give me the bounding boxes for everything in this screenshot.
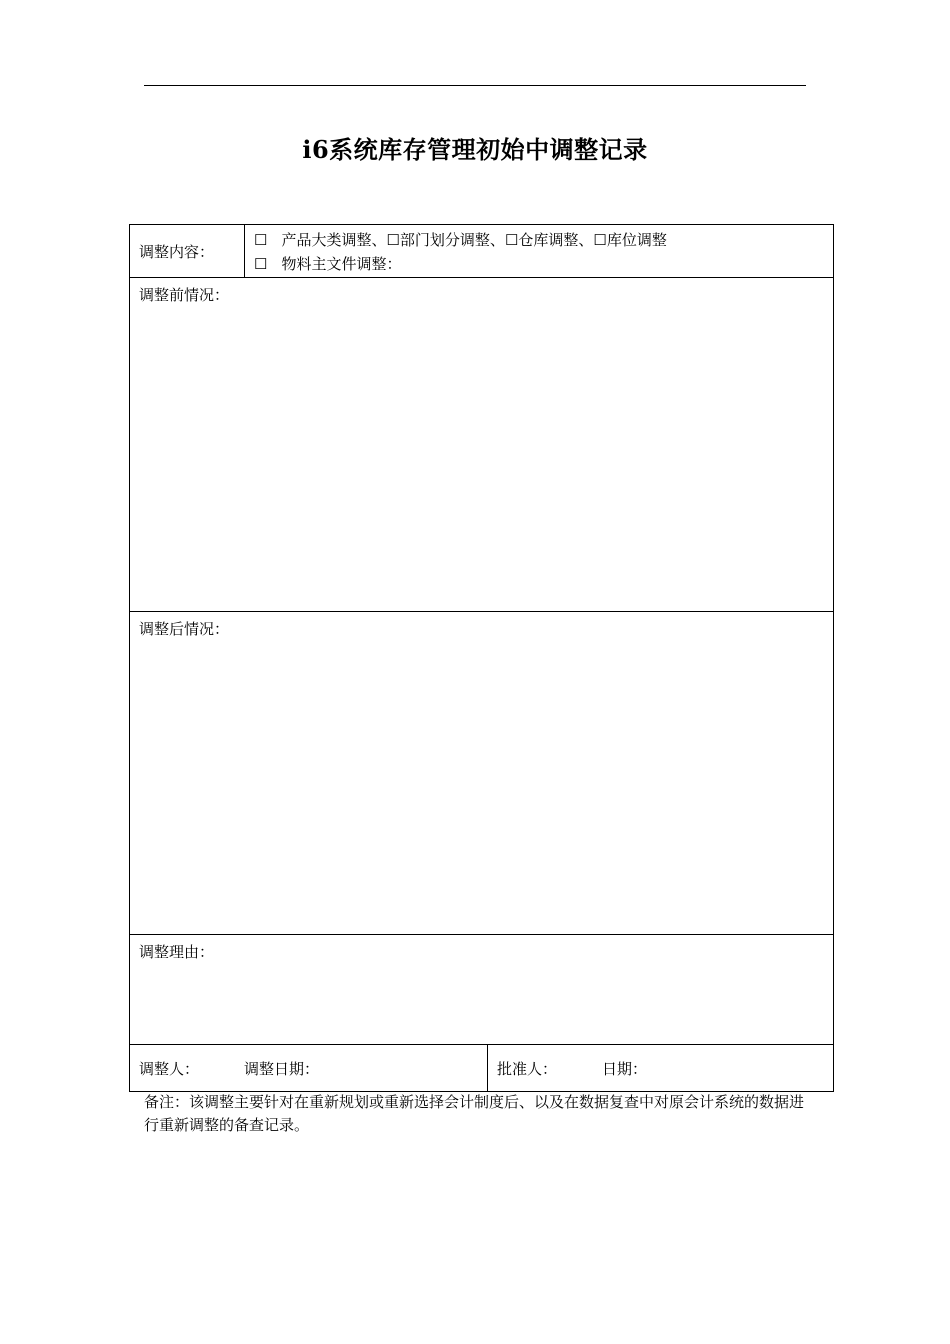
approver-label: 批准人： — [497, 1059, 558, 1078]
before-adjustment-cell[interactable] — [130, 278, 834, 612]
options-line-2 — [254, 252, 824, 276]
checkbox-material-master[interactable]: ☐ — [254, 255, 268, 273]
document-title: i6系统库存管理初始中调整记录 — [302, 135, 648, 164]
before-adjustment-label: 调整前情况： — [139, 286, 230, 304]
adjustment-reason-row — [130, 935, 834, 1045]
adjustment-reason-label: 调整理由： — [139, 943, 215, 961]
signature-row — [130, 1045, 834, 1092]
option-department-division-label: 部门划分调整、 — [399, 231, 505, 249]
option-material-master-label: 物料主文件调整： — [281, 255, 402, 273]
options-line-1 — [254, 228, 824, 252]
after-adjustment-row — [130, 612, 834, 935]
adjustment-reason-cell[interactable] — [130, 935, 834, 1045]
after-adjustment-cell[interactable] — [130, 612, 834, 935]
date-label: 日期： — [602, 1059, 648, 1078]
adjuster-signature-cell[interactable] — [130, 1045, 488, 1092]
checkbox-storage-location[interactable]: ☐ — [593, 231, 607, 249]
adjustment-content-row — [130, 225, 834, 278]
option-product-category-label: 产品大类调整、 — [281, 231, 387, 249]
option-warehouse-label: 仓库调整、 — [518, 231, 594, 249]
content-label-cell — [130, 225, 245, 278]
content-label: 调整内容： — [139, 242, 215, 261]
checkbox-warehouse[interactable]: ☐ — [504, 231, 519, 249]
adjuster-label: 调整人： — [139, 1059, 200, 1078]
before-adjustment-row — [130, 278, 834, 612]
after-adjustment-label: 调整后情况： — [139, 620, 230, 638]
adjust-date-label: 调整日期： — [244, 1059, 320, 1078]
checkbox-product-category[interactable]: ☐ — [254, 231, 268, 249]
checkbox-department-division[interactable]: ☐ — [386, 231, 400, 249]
header-rule — [144, 85, 806, 86]
content-options-cell — [245, 225, 834, 278]
approver-signature-cell[interactable] — [488, 1045, 834, 1092]
adjustment-form-table — [129, 224, 834, 1092]
option-storage-location-label: 库位调整 — [606, 231, 667, 249]
footnote-remark: 备注：该调整主要针对在重新规划或重新选择会计制度后、以及在数据复查中对原会计系统的数据进行重新调整的备查记录。 — [144, 1093, 805, 1134]
